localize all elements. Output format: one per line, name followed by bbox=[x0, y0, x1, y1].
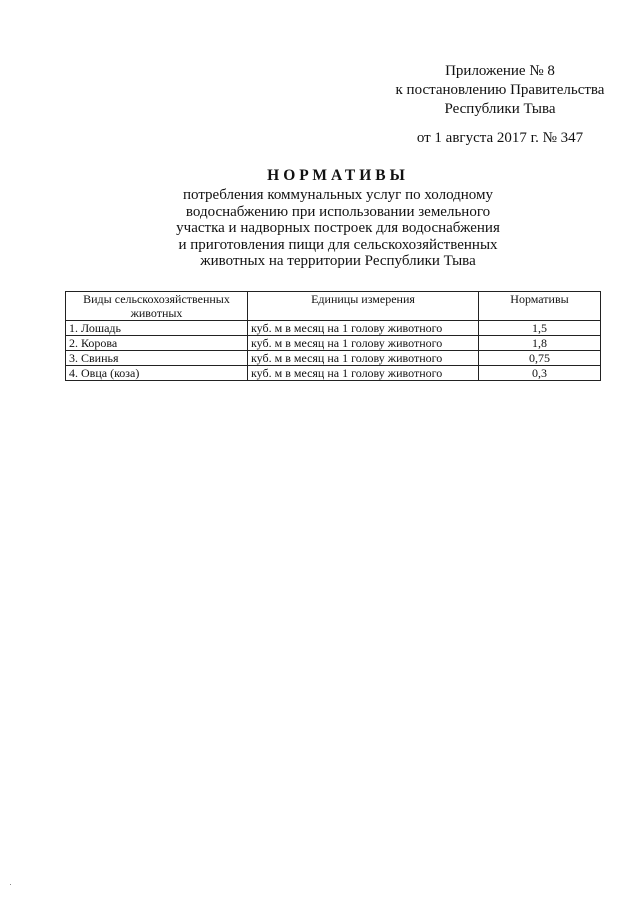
header-unit: Единицы измерения bbox=[248, 292, 479, 321]
unit-cell: куб. м в месяц на 1 голову животного bbox=[248, 366, 479, 381]
animal-cell: 3. Свинья bbox=[66, 351, 248, 366]
norms-table bbox=[65, 291, 601, 381]
animal-cell: 1. Лошадь bbox=[66, 321, 248, 336]
resolution-label: к постановлению Правительства bbox=[395, 82, 605, 98]
subtitle-line: водоснабжению при использовании земельного bbox=[185, 203, 491, 220]
header-norm: Нормативы bbox=[479, 292, 601, 321]
subtitle-line: животных на территории Республики Тыва bbox=[200, 253, 476, 269]
animal-cell: 4. Овца (коза) bbox=[66, 366, 248, 381]
unit-cell: куб. м в месяц на 1 голову животного bbox=[248, 351, 479, 366]
table-row bbox=[66, 321, 601, 336]
date-number: от 1 августа 2017 г. № 347 bbox=[416, 130, 584, 146]
norm-cell: 1,5 bbox=[479, 321, 601, 336]
table-header-row bbox=[66, 292, 601, 321]
appendix-label: Приложение № 8 bbox=[445, 63, 555, 79]
unit-cell: куб. м в месяц на 1 голову животного bbox=[248, 321, 479, 336]
republic-label: Республики Тыва bbox=[444, 101, 556, 117]
scan-speck bbox=[10, 884, 11, 885]
norm-cell: 0,3 bbox=[479, 366, 601, 381]
norm-cell: 0,75 bbox=[479, 351, 601, 366]
table-row bbox=[66, 366, 601, 381]
document-title: НОРМАТИВЫ bbox=[267, 167, 409, 184]
unit-cell: куб. м в месяц на 1 голову животного bbox=[248, 336, 479, 351]
norm-cell: 1,8 bbox=[479, 336, 601, 351]
subtitle-line: потребления коммунальных услуг по холодному bbox=[182, 187, 494, 203]
subtitle-line: участка и надворных построек для водоснабжения bbox=[176, 220, 500, 236]
header-animal: Виды сельскохозяйственных животных bbox=[66, 292, 248, 321]
table-row bbox=[66, 336, 601, 351]
document-subtitle bbox=[120, 187, 556, 270]
table-row bbox=[66, 351, 601, 366]
animal-cell: 2. Корова bbox=[66, 336, 248, 351]
subtitle-line: и приготовления пищи для сельскохозяйственных bbox=[178, 236, 498, 253]
